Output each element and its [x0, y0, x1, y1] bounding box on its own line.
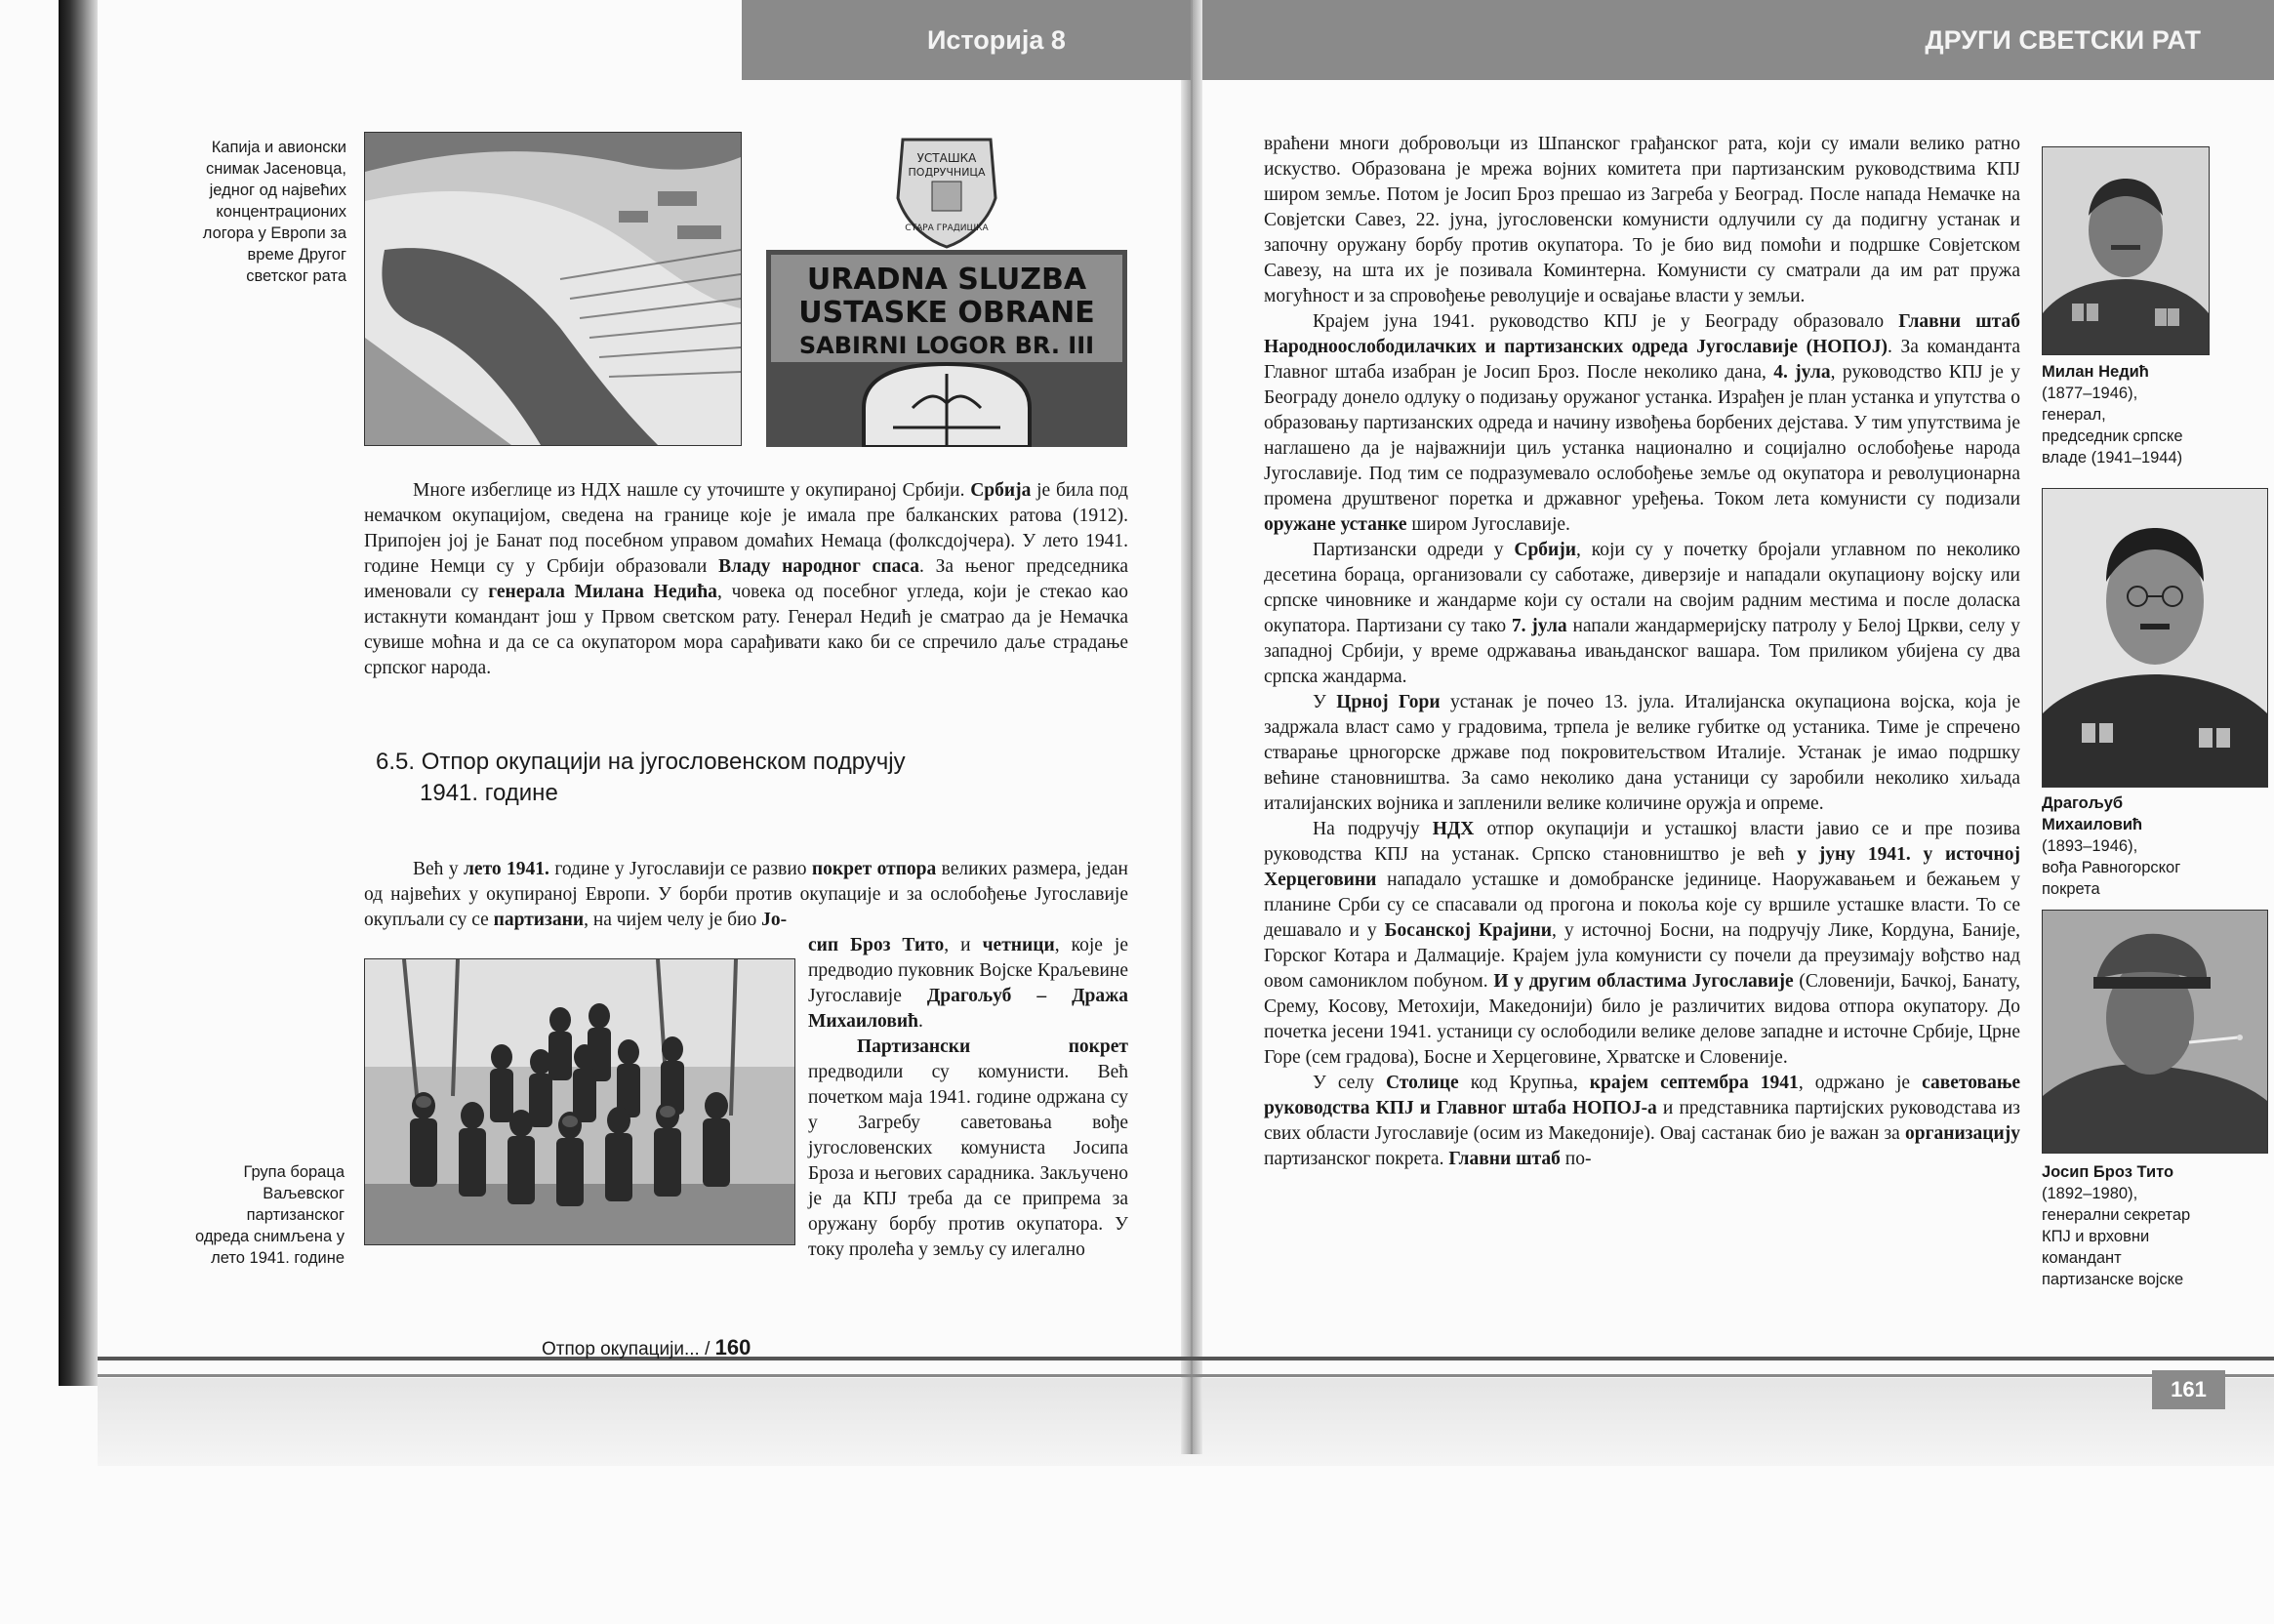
portrait-draza-mihailovic — [2042, 488, 2268, 788]
paragraph-resistance-intro: Већ у лето 1941. године у Југославији се развио покрет отпора великих размера, један од највећих у окупираној Европи. У борби против окупације и за ослобођење Југославије окупљали су се партизани, на чијем челу је био Јо- — [364, 859, 1128, 930]
portrait-mihailovic-line5: покрета — [2042, 880, 2100, 898]
page-edge — [98, 1357, 2274, 1360]
paragraph-nopoj-staff: Крајем јуна 1941. руководство КПЈ је у Београду образовало Главни штаб Народноослободилачких и партизанских одреда Југославије (НОПОЈ). За команданта Главног штаба изабран је Јосип Броз. После неколико дана, 4. јула, руководство КПЈ је у Београду донело одлуку о подизању оружаног устанка. Израђен је план устанка и упутства о образовању партизанских одреда и начину извођења борбених дејстава. У тим упутствима је наглашено да је најважнији циљ устанка национално и социјално ослобођење народа Југославије. Под тим се подразумевало ослобођење земље од окупатора и револуционарна промена друштвеног поретка и државног уређења. Током лета комунисти су подизали оружане устанке широм Југославије. — [1264, 311, 2020, 535]
portrait-tito-line3: генерални секретар — [2042, 1206, 2191, 1224]
caption-portrait-tito — [2042, 1161, 2247, 1290]
portrait-josip-broz-tito — [2042, 910, 2268, 1154]
paragraph-spanish-volunteers: враћени многи добровољци из Шпанског грађанског рата, који су имали велико ратно искуство. Образована је мрежа војних комитета при партизанским руководствима КПЈ широм земље. Потом је Јосип Броз прешао из Загреба у Београд. После напада Немачке на Совјетски Савез, 22. јуна, југословенски комунисти одлучили су да подигну устанак и започну оружану борбу против окупатора. То је био вид помоћи и подршке Совјетском Савезу, на шта их је позивала Коминтерна. Комунисти су сматрали да им рат пружа могућност и за спровођење револуције и освајање власти у земљи. — [1264, 134, 2020, 306]
portrait-nedic-line3: генерал, — [2042, 406, 2106, 424]
left-page-footer — [542, 1335, 751, 1360]
right-page-number: 161 — [2171, 1377, 2207, 1401]
paragraph-stolice: У селу Столице код Крупња, крајем септембра 1941, одржано је саветовање руководства КПЈ и Главног штаба НОПОЈ-а и представника партијских руководстава из свих области Југославије (осим из Македоније). Овај састанак био је важан за организацију партизанског покрета. Главни штаб по- — [1264, 1073, 2021, 1169]
paragraph-tito-chetniks: сип Броз Тито, и четници, које је предводио пуковник Војске Краљевине Југославије Драгољуб – Дража Михаиловић. — [808, 935, 1129, 1032]
portrait-mihailovic-name2: Михаиловић — [2042, 816, 2143, 833]
book-gutter — [1181, 0, 1202, 1454]
footer-chapter: Отпор окупацији... / — [542, 1339, 711, 1360]
portrait-tito-line5: командант — [2042, 1249, 2122, 1267]
section-heading-line1: 6.5. Отпор окупацији на југословенском подручју — [376, 749, 906, 775]
left-paragraph-serbia — [364, 478, 1128, 681]
caption-valjevo-group: Група бораца Ваљевског партизанског одреда снимљена у лето 1941. године — [195, 1163, 345, 1267]
portrait-tito-line6: партизанске војске — [2042, 1271, 2184, 1288]
paragraph-montenegro: У Црној Гори устанак је почео 13. јула. Италијанска окупациона војска, која је задржала власт само у градовима, трпела је велике губитке од устаника. Тиме је спречено стварање црногорске државе под покровитељством Италије. Устанак је имао подршку већине становништва. За само неколико дана устаници су заробили неколико хиљада италијанских војника и запленили велике количине оружја и опреме. — [1264, 692, 2020, 814]
section-heading-line2: 1941. године — [420, 780, 558, 806]
paragraph-nedic-government: Многе избеглице из НДХ нашле су уточиште у окупираној Србији. Србија је била под немачком окупацијом, сведена на границе које је имала пре балканских ратова (1912). Припојен јој је Банат под посебном управом домаћих Немаца (фолксдојчера). У лето 1941. године Немци су у Србији образовали Владу народног спаса. За њеног председника именовали су генерала Милана Недића, човека од посебног угледа, који је стекао као истакнути командант још у Првом светском рату. Генерал Недић је сматрао да је Немачка сувише моћна и да се са окупатором мора сарађивати како би се спречило даље страдање српског народа. — [364, 480, 1128, 678]
paragraph-partisan-movement: Партизански покрет предводили су комунисти. Већ почетком маја 1941. године одржана су у Загребу саветовања вође југословенских комуниста Јосипа Броза и његових сарадника. Закључено је да КПЈ треба да се припрема за оружану борбу против окупатора. У току пролећа у земљу су илегално — [808, 1036, 1128, 1260]
gate-sign-line2: USTASKE OBRANE — [798, 296, 1095, 330]
portrait-mihailovic-line4: вођа Равногорског — [2042, 859, 2181, 876]
photo-valjevo-partisans — [364, 958, 795, 1245]
gate-sign-line1: URADNA SLUZBA — [806, 263, 1087, 297]
right-header-title: ДРУГИ СВЕТСКИ РАТ — [1925, 25, 2201, 55]
portrait-nedic-line4: председник српске — [2042, 427, 2183, 445]
caption-portrait-mihailovic — [2042, 792, 2237, 900]
portrait-mihailovic-name1: Драгољуб — [2042, 794, 2124, 812]
portrait-tito-dates: (1892–1980), — [2042, 1185, 2138, 1202]
right-main-text — [1264, 132, 2020, 1172]
caption-portrait-nedic — [2042, 361, 2237, 468]
portrait-tito-name: Јосип Броз Тито — [2042, 1163, 2174, 1181]
section-heading — [376, 747, 1059, 809]
left-paragraph-chetniks — [808, 933, 1128, 1263]
gate-emblem-text-top: УСТАШКА — [916, 151, 977, 165]
gate-emblem-text-mid: ПОДРУЧНИЦА — [908, 166, 986, 179]
paragraph-serbia-partisans: Партизански одреди у Србији, који су у почетку бројали углавном по неколико десетина бораца, организовали су саботаже, диверзије и нападали окупациону војску или српске чиновнике и жандарме који су остали на својим радним местима и после доласка окупатора. Партизани су тако 7. јула напали жандармеријску патролу у Белој Цркви, селу у западној Србији, у време одржавања ивањданског вашара. Том приликом убијена су два српска жандарма. — [1264, 540, 2021, 687]
gate-emblem-text-bottom: СТАРА ГРАДИШКА — [905, 223, 989, 233]
portrait-mihailovic-dates: (1893–1946), — [2042, 837, 2138, 855]
photo-jasenovac-gate — [766, 135, 1127, 447]
left-page-header — [742, 0, 1191, 80]
book-spine-shadow — [59, 0, 98, 1386]
left-paragraph-resistance — [364, 857, 1128, 933]
portrait-nedic-name: Милан Недић — [2042, 363, 2149, 381]
left-header-title: Историја 8 — [927, 25, 1066, 55]
left-page-number: 160 — [714, 1335, 751, 1360]
portrait-nedic-dates: (1877–1946), — [2042, 385, 2138, 402]
right-page-header — [1202, 0, 2274, 80]
portrait-nedic-line5: владе (1941–1944) — [2042, 449, 2183, 467]
gate-sign-line3: SABIRNI LOGOR BR. III — [798, 332, 1095, 359]
photo-aerial-jasenovac — [364, 132, 742, 446]
paragraph-ndh-uprising: На подручју НДХ отпор окупацији и усташкој власти јавио се и пре позива руководства КПЈ на устанак. Српско становништво је већ у јуну 1941. у источној Херцеговини нападало усташке и домобранске јединице. Наоружавањем и бежањем у планине Срби су се спасавали од прогона и покоља које су вршиле усташке власти. То се дешавало и у Босанској Крајини, у источној Босни, на подручју Лике, Кордуна, Баније, Горског Котара и Далмације. Крајем јула комунисти су почели да преузимају вођство над овом самониклом побуном. И у другим областима Југославије (Словенији, Бачкој, Банату, Срему, Косову, Метохији, Македонији) било је различитих видова отпора окупатору. До почетка јесени 1941. устаници су ослободили велике делове западне и источне Србије, Црне Горе (сем градова), Босне и Херцеговине, Хрватске и Словеније. — [1264, 819, 2020, 1068]
portrait-tito-line4: КПЈ и врховни — [2042, 1228, 2150, 1245]
portrait-milan-nedic — [2042, 146, 2210, 355]
page-edge — [98, 1374, 2274, 1377]
right-page-number-badge — [2152, 1370, 2225, 1409]
caption-jasenovac: Капија и авионски снимак Јасеновца, једног од највећих концентрационих логора у Европи за време Другог светског рата — [202, 139, 346, 285]
